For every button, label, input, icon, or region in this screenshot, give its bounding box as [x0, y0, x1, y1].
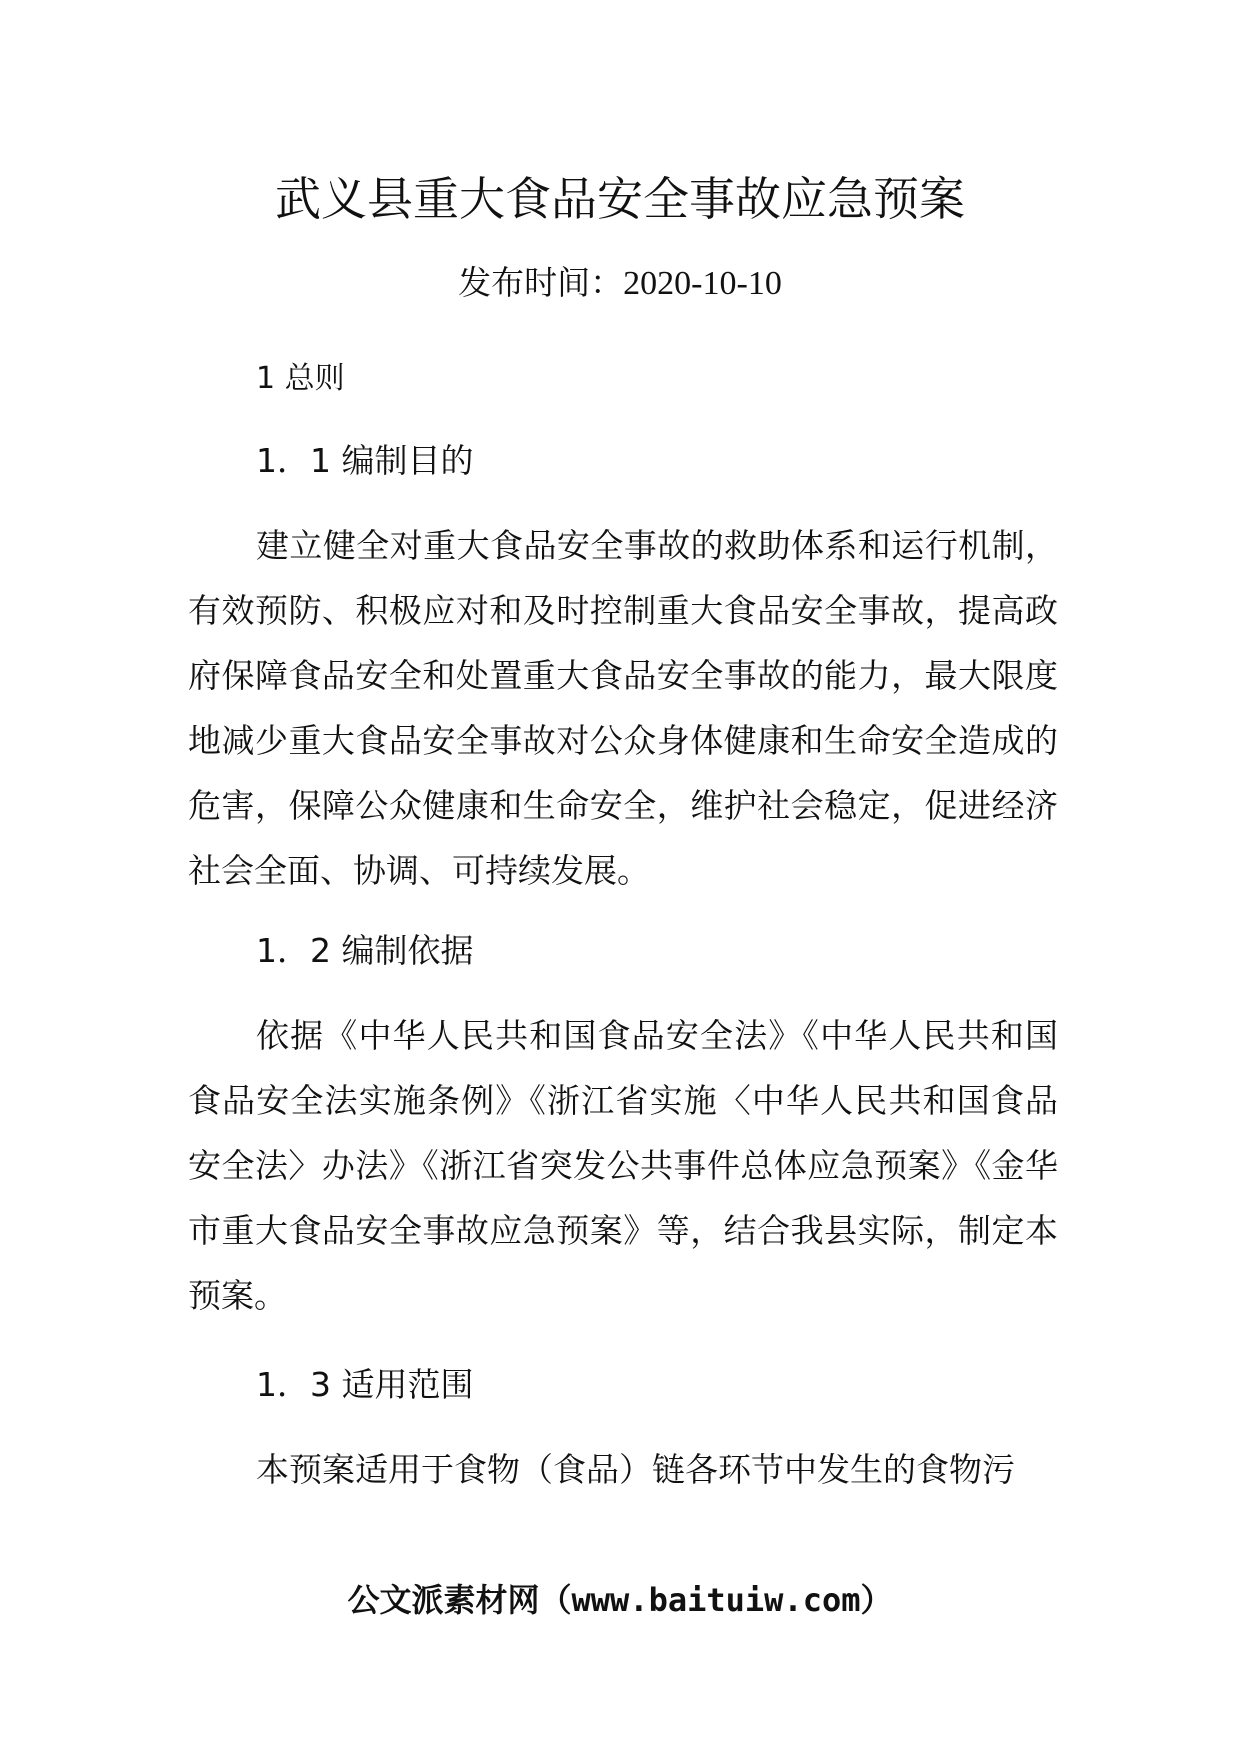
section-1-1-body: 建立健全对重大食品安全事故的救助体系和运行机制，有效预防、积极应对和及时控制重大食品安全事故，提高政府保障食品安全和处置重大食品安全事故的能力，最大限度地减少重大食品安全事故对公众身体健康和生命安全造成的危害，保障公众健康和生命安全，维护社会稳定，促进经济社会全面、协调、可持续发展。 [188, 526, 1058, 890]
section-1-3-heading: 1．3 适用范围 [256, 1365, 474, 1404]
document-title: 武义县重大食品安全事故应急预案 [275, 172, 965, 226]
section-1-2-body: 依据《中华人民共和国食品安全法》《中华人民共和国食品安全法实施条例》《浙江省实施〈中华人民共和国食品安全法〉办法》《浙江省突发公共事件总体应急预案》《金华市重大食品安全事故应急预案》等，结合我县实际，制定本预案。 [188, 1016, 1058, 1315]
footer-source-site: （www.baituiw.com） [539, 1581, 893, 1619]
source-footer [0, 1574, 1240, 1626]
section-general-heading: 1 总则 [256, 361, 345, 396]
footer-source-name: 公文派素材网 [347, 1581, 540, 1619]
publish-date-line [0, 258, 1240, 309]
section-1-1-heading: 1．1 编制目的 [256, 441, 474, 480]
section-1-2-heading: 1．2 编制依据 [256, 931, 474, 970]
section-1-3-body: 本预案适用于食物（食品）链各环节中发生的食物污 [256, 1450, 1015, 1489]
publish-date-label: 发布时间： [458, 263, 624, 302]
publish-date-value: 2020-10-10 [623, 265, 782, 302]
